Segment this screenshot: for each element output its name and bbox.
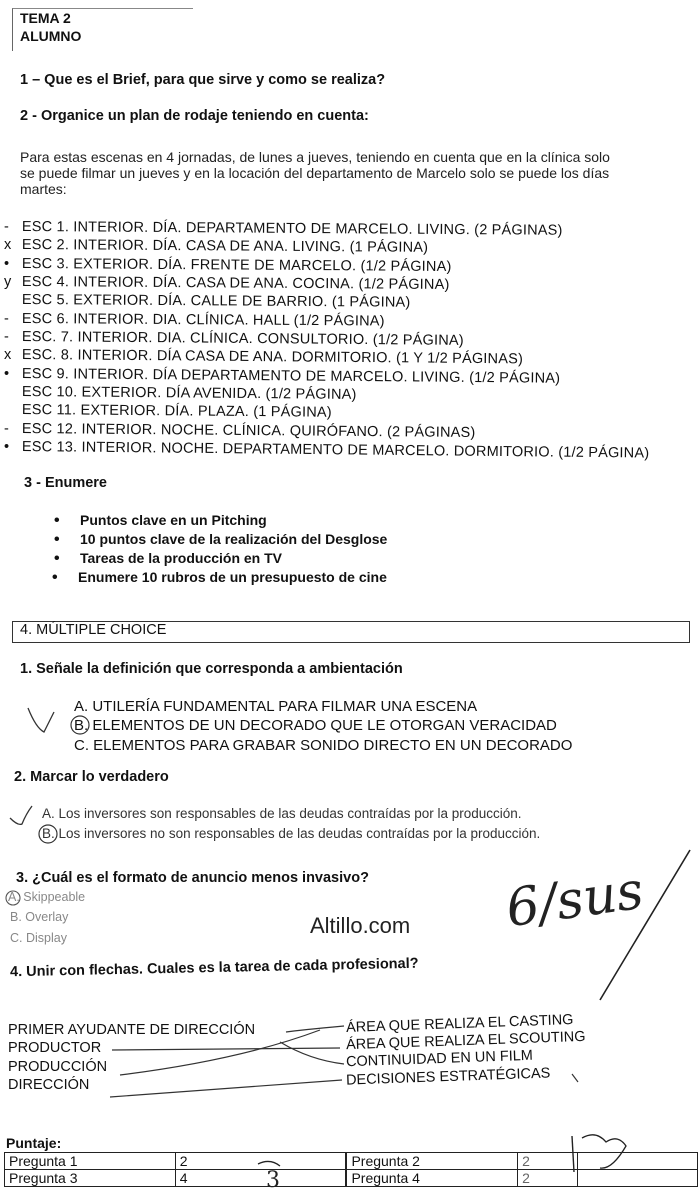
scene-line: ESC 3. EXTERIOR. DÍA. FRENTE DE MARCELO. (1/2 PÁGINA) [21,256,452,275]
score-cell [577,1153,697,1170]
match-right-4: DECISIONES ESTRATÉGICAS [345,1065,551,1089]
score-cell: Pregunta 3 [5,1170,176,1187]
check-mark-mc2 [10,806,32,824]
scene-mark: - [4,311,10,327]
mc3-option-c: C. Display [10,931,67,945]
mc-question-2: 2. Marcar lo verdadero [14,769,169,785]
grade-slash [600,850,690,1000]
match-left-3: PRODUCCIÓN [8,1059,108,1075]
match-line [112,1048,340,1050]
scene-line: ESC 11. EXTERIOR. DÍA. PLAZA. (1 PÁGINA) [21,402,332,421]
score-cell [577,1170,697,1187]
mc1-option-c: C. ELEMENTOS PARA GRABAR SONIDO DIRECTO EN UN DECORADO [74,737,573,754]
q2-text-line-1: Para estas escenas en 4 jornadas, de lunes a jueves, teniendo en cuenta que en la clínica solo [20,149,610,165]
scene-line: ESC 12. INTERIOR. NOCHE. CLÍNICA. QUIRÓFANO. (2 PÁGINAS) [21,421,476,441]
scene-mark: - [4,421,10,437]
score-table [4,1152,698,1187]
q3-item: • 10 puntos clave de la realización del Desglose [80,531,387,547]
scene-line: ESC 1. INTERIOR. DÍA. DEPARTAMENTO DE MARCELO. LIVING. (2 PÁGINAS) [21,219,563,239]
match-left-2: PRODUCTOR [8,1040,102,1056]
scene-mark: • [4,256,10,272]
handwritten-total: 3 [266,1168,280,1193]
watermark-altillo: Altillo.com [310,913,411,938]
q2-text-line-3: martes: [20,181,67,197]
scene-line: ESC. 8. INTERIOR. DÍA CASA DE ANA. DORMITORIO. (1 Y 1/2 PÁGINAS) [21,347,524,368]
scene-mark: y [4,274,12,290]
circle-mark-mc3-a [6,891,20,905]
scene-line: ESC 5. EXTERIOR. DÍA. CALLE DE BARRIO. (1 PÁGINA) [21,292,411,311]
mc3-option-b: B. Overlay [10,910,69,924]
scene-mark: - [4,329,10,345]
score-cell: Pregunta 1 [5,1153,176,1170]
scene-mark: - [4,219,10,235]
scene-line: ESC 4. INTERIOR. DÍA. CASA DE ANA. COCINA. (1/2 PÁGINA) [21,274,450,293]
score-cell: 2 [175,1153,346,1170]
score-cell: 2 [518,1170,578,1187]
match-right-1: ÁREA QUE REALIZA EL CASTING [345,1012,574,1036]
score-label: Puntaje: [6,1135,62,1151]
mc1-option-b: B. ELEMENTOS DE UN DECORADO QUE LE OTORGAN VERACIDAD [74,717,557,734]
scene-line: ESC 13. INTERIOR. NOCHE. DEPARTAMENTO DE MARCELO. DORMITORIO. (1/2 PÁGINA) [21,439,650,462]
mc1-option-a: A. UTILERÍA FUNDAMENTAL PARA FILMAR UNA ESCENA [74,698,478,715]
scene-line: ESC 9. INTERIOR. DÍA DEPARTAMENTO DE MARCELO. LIVING. (1/2 PÁGINA) [21,366,561,387]
question-1: 1 – Que es el Brief, para que sirve y como se realiza? [20,72,386,88]
table-row [5,1170,698,1187]
match-line [110,1080,342,1097]
score-cell: Pregunta 2 [347,1153,518,1170]
mc-question-1: 1. Señale la definición que corresponda a ambientación [20,661,403,677]
question-3: 3 - Enumere [24,475,107,491]
score-cell: Pregunta 4 [347,1170,518,1187]
scene-mark: x [4,237,12,253]
table-row [5,1153,698,1170]
score-cell: 2 [518,1153,578,1170]
mc2-option-a: A. Los inversores son responsables de las deudas contraídas por la producción. [42,806,522,821]
match-line [120,1030,320,1075]
multiple-choice-title: 4. MÚLTIPLE CHOICE [20,622,167,638]
match-line [286,1026,344,1032]
mc2-option-b: B. Los inversores no son responsables de las deudas contraídas por la producción. [42,826,541,841]
q2-text-line-2: se puede filmar un jueves y en la locación del departamento de Marcelo solo se puede los días [20,165,610,181]
match-left-4: DIRECCIÓN [8,1077,90,1093]
scene-mark: x [4,347,12,363]
match-line [280,1042,344,1064]
scene-line: ESC 2. INTERIOR. DÍA. CASA DE ANA. LIVING. (1 PÁGINA) [21,237,429,256]
tema-label: TEMA 2 [20,10,71,26]
circle-mark-mc1-b [71,716,89,734]
scene-line: ESC 6. INTERIOR. DIA. CLÍNICA. HALL (1/2 PÁGINA) [21,311,385,330]
match-left-1: PRIMER AYUDANTE DE DIRECCIÓN [8,1022,256,1038]
score-cell: 4 [175,1170,346,1187]
mc-question-4: 4. Unir con flechas. Cuales es la tarea de cada profesional? [9,955,419,981]
q3-item: • Tareas de la producción en TV [80,550,282,566]
match-right-2: ÁREA QUE REALIZA EL SCOUTING [345,1028,586,1054]
scene-mark: • [4,439,10,455]
question-2: 2 - Organice un plan de rodaje teniendo en cuenta: [20,108,369,124]
scene-line: ESC. 7. INTERIOR. DIA. CLÍNICA. CONSULTORIO. (1/2 PÁGINA) [21,329,464,349]
check-mark-mc1 [28,708,54,732]
scene-mark: • [4,366,10,382]
tick-mark [572,1074,578,1082]
mc-question-3: 3. ¿Cuál es el formato de anuncio menos invasivo? [16,870,369,886]
handwritten-grade: 6/sus [502,860,647,940]
circle-mark-mc2-b [39,825,57,843]
q3-item: • Puntos clave en un Pitching [80,512,267,528]
scene-line: ESC 10. EXTERIOR. DÍA AVENIDA. (1/2 PÁGINA) [21,384,357,403]
q3-item: • Enumere 10 rubros de un presupuesto de cine [78,569,387,585]
alumno-label: ALUMNO [20,28,82,44]
mc3-option-a: A. Skippeable [8,890,86,904]
match-right-3: CONTINUIDAD EN UN FILM [345,1047,534,1071]
